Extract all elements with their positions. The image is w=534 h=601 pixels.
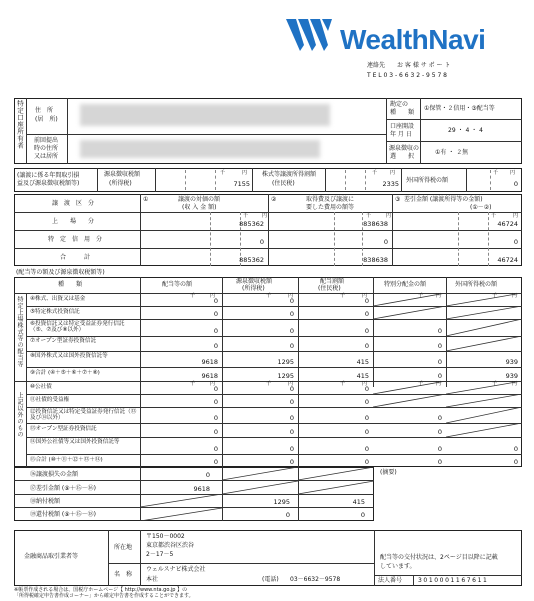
row-divider xyxy=(26,454,522,455)
unit-sen: 千 xyxy=(366,213,372,219)
transfer-margin-proceeds: 0 xyxy=(259,238,264,246)
unit-en: 円 xyxy=(288,381,294,387)
dividend-value-v4: 0 xyxy=(437,414,442,422)
unit-sen: 千 xyxy=(220,170,226,176)
dividend-row-label: ⑥投資信託又は特定受益証券発行信託（⑤、⑦及び⑧以外） xyxy=(30,321,125,333)
unit-sen: 千 xyxy=(340,381,346,387)
transfer-col-proceeds: 譲渡の対価の額 xyxy=(178,196,221,203)
withholding-choice-label: 源泉徴収の xyxy=(389,145,420,152)
unit-en: 円 xyxy=(362,381,368,387)
col-marker-2: ② xyxy=(271,196,277,203)
dividend-col-special: 特別分配金の額 xyxy=(384,281,427,288)
transfer-total-net: 46724 xyxy=(497,256,518,264)
withholding-choice-value: ①有 ・ ２無 xyxy=(435,149,469,156)
dividend-value-v1: 0 xyxy=(213,310,218,318)
prev-address-label: 前回提出 xyxy=(34,137,59,144)
transfer-margin-cost: 0 xyxy=(383,238,388,246)
bottom-hatch-upper xyxy=(222,467,374,494)
dividend-value-v4: 0 xyxy=(437,327,442,335)
loss-amount-label: ⑯譲渡損失の金額 xyxy=(30,471,79,478)
broker-company-name: ウェルスナビ株式会社 xyxy=(146,566,206,573)
transfer-col-cost: 取得費及び譲渡に xyxy=(306,196,355,203)
transfer-col-net: 差引金額 (譲渡所得等の金額) xyxy=(404,196,483,203)
unit-sen: 千 xyxy=(492,293,498,299)
dividend-value-v3: 0 xyxy=(364,327,369,335)
unit-en: 円 xyxy=(242,170,248,176)
broker-label: 金融商品取引業者等 xyxy=(24,553,79,560)
footnote-2: 「所得税確定申告書作成コーナー」から確定申告書を作成することができます。 xyxy=(14,593,194,599)
dividend-value-v2: 0 xyxy=(289,342,294,350)
transfer-listed-proceeds: 885362 xyxy=(239,220,264,228)
footnote-1: ※帳票作成される場合は、国税庁ホームページ【 http://www.nta.go.jp 】の xyxy=(14,587,188,593)
row-divider xyxy=(26,367,522,368)
unit-sen: 千 xyxy=(266,293,272,299)
not-applicable-hatch xyxy=(446,306,522,319)
dividend-value-v1: 0 xyxy=(213,398,218,406)
loss-amount-value: 0 xyxy=(205,471,210,479)
dividend-col-local: 配当割額 xyxy=(320,278,345,285)
prev-address-label-2: 時の住所 xyxy=(34,145,59,152)
dividend-value-v1: 0 xyxy=(213,414,218,422)
dividend-group-listed: 特定上場株式等の配当等 xyxy=(16,296,23,368)
transfer-row-total: 合 計 xyxy=(60,254,91,261)
unit-sen: 千 xyxy=(491,213,497,219)
paid-local-value: 415 xyxy=(352,498,365,506)
dividend-caption: (配当等の額及び源泉徴収税額等) xyxy=(16,269,105,276)
dividend-value-v5: 939 xyxy=(505,372,518,380)
dividend-value-v3: 0 xyxy=(364,297,369,305)
wealthnavi-logo-icon xyxy=(284,15,340,55)
dividend-value-v1: 0 xyxy=(213,458,218,466)
dividend-group-other: 上記以外のもの xyxy=(16,392,23,438)
broker-address-1: 東京都渋谷区渋谷 xyxy=(146,542,195,549)
unit-en: 円 xyxy=(436,293,442,299)
unit-sen: 千 xyxy=(266,381,272,387)
dividend-row-label: ④株式、出資又は基金 xyxy=(30,296,86,302)
transfer-total-proceeds: 885362 xyxy=(239,256,264,264)
dividend-value-v2: 0 xyxy=(289,414,294,422)
unit-sen: 千 xyxy=(190,381,196,387)
not-applicable-hatch xyxy=(446,336,522,351)
dividend-value-v1: 0 xyxy=(213,327,218,335)
paid-tax-label: ⑱納付税額 xyxy=(30,498,61,505)
bottom-hatch-lower xyxy=(140,494,222,521)
unit-en: 円 xyxy=(510,170,516,176)
not-applicable-hatch xyxy=(373,381,446,394)
transfer-row-margin: 特 定 信 用 分 xyxy=(48,236,103,243)
dividend-value-v2: 0 xyxy=(289,458,294,466)
dividend-value-v3: 0 xyxy=(364,445,369,453)
dividend-col-kind: 種 類 xyxy=(58,281,83,288)
open-date-value: 29 ・ 4 ・ 4 xyxy=(448,127,483,134)
dividend-row-label: ⑤特定株式投資信託 xyxy=(30,309,80,315)
not-applicable-hatch xyxy=(446,293,522,306)
contact-name: お 客 様 サ ポ ー ト xyxy=(397,62,451,69)
dividend-value-v2: 1295 xyxy=(277,358,294,366)
transfer-summary-label-2: 益及び源泉徴収税額等) xyxy=(17,180,80,187)
not-applicable-hatch xyxy=(446,423,522,437)
dividend-value-v3: 0 xyxy=(364,398,369,406)
unit-sen: 千 xyxy=(372,170,378,176)
unit-sen: 千 xyxy=(418,293,424,299)
transfer-col-proceeds-sub: (収 入 金 額) xyxy=(182,204,217,211)
not-applicable-hatch xyxy=(373,306,446,319)
unit-en: 円 xyxy=(512,381,518,387)
not-applicable-hatch xyxy=(446,381,522,394)
refund-tax-label: ⑲還付税額 (⑨＋⑮－⑱) xyxy=(30,511,96,518)
prev-address-label-3: 又は居所 xyxy=(34,153,59,160)
dividend-value-v2: 0 xyxy=(289,327,294,335)
dividend-value-v4: 0 xyxy=(437,342,442,350)
transfer-col-cost-2: 要した費用の額等 xyxy=(306,204,355,211)
dividend-value-v1: 0 xyxy=(213,428,218,436)
account-type-label: 勘定の xyxy=(390,101,409,108)
dividend-value-v3: 0 xyxy=(364,385,369,393)
dividend-col-local-sub: (住民税) xyxy=(318,285,341,292)
dividend-value-v3: 415 xyxy=(356,372,369,380)
contact-label: 連絡先 xyxy=(367,62,386,69)
account-type-label-2: 種 類 xyxy=(390,109,415,116)
dividend-value-v5: 0 xyxy=(513,445,518,453)
redacted-address xyxy=(80,104,330,126)
open-date-label-2: 年 月 日 xyxy=(390,131,412,138)
local-tax-value: 2335 xyxy=(382,180,399,188)
col-marker-1: ① xyxy=(143,196,149,203)
remarks-label: (摘要) xyxy=(380,469,397,476)
unit-sen: 千 xyxy=(243,213,249,219)
foreign-tax-label: 外国所得税の額 xyxy=(406,177,449,184)
not-applicable-hatch xyxy=(373,394,446,407)
dividend-value-v3: 415 xyxy=(356,358,369,366)
broker-branch: 本社 xyxy=(146,576,159,583)
owner-section-label: 特定口座所有者 xyxy=(16,100,24,149)
dividend-value-v2: 0 xyxy=(289,428,294,436)
dividend-col-amount: 配当等の額 xyxy=(162,281,193,288)
not-applicable-hatch xyxy=(446,319,522,336)
broker-name-label: 名 称 xyxy=(114,571,133,578)
dividend-row-label: ⑨合計 (④＋⑤＋⑥＋⑦＋⑧) xyxy=(30,370,100,376)
broker-postal-code: 〒150－0002 xyxy=(146,533,185,540)
dividend-value-v3: 0 xyxy=(364,428,369,436)
unit-en: 円 xyxy=(390,170,396,176)
withholding-tax-value: 7155 xyxy=(233,180,250,188)
dividend-value-v2: 0 xyxy=(289,398,294,406)
corporate-number-label: 法人番号 xyxy=(378,577,403,584)
net-amount-label: ⑰差引金額 (⑨＋⑮－⑯) xyxy=(30,485,96,492)
corporate-number: 3010001167611 xyxy=(418,577,489,584)
unit-en: 円 xyxy=(262,213,268,219)
withholding-tax-sub: (所得税) xyxy=(109,180,132,187)
transfer-summary-label: (譲渡に係る年間取引損 xyxy=(17,172,80,179)
local-tax-label: 株式等譲渡所得割額 xyxy=(262,171,317,178)
delivery-note: 配当等の交付状況は、2ページ目以降に記載 xyxy=(380,554,498,561)
unit-en: 円 xyxy=(386,213,392,219)
unit-sen: 千 xyxy=(493,170,499,176)
unit-en: 円 xyxy=(288,293,294,299)
broker-address-label: 所在地 xyxy=(114,544,133,551)
unit-sen: 千 xyxy=(190,293,196,299)
redacted-prev-address xyxy=(80,140,320,158)
broker-tel-label: (電話) xyxy=(262,576,279,583)
dividend-value-v4: 0 xyxy=(437,358,442,366)
paid-withholding-value: 1295 xyxy=(273,498,290,506)
dividend-value-v3: 0 xyxy=(364,310,369,318)
foreign-tax-value: 0 xyxy=(513,180,518,188)
dividend-row-label: ⑬オープン型証券投資信託 xyxy=(30,426,97,432)
not-applicable-hatch xyxy=(446,407,522,423)
refund-withholding-value: 0 xyxy=(285,511,290,519)
dividend-value-v1: 0 xyxy=(213,342,218,350)
open-date-label: 口座開設 xyxy=(390,123,415,130)
not-applicable-hatch xyxy=(373,293,446,306)
dividend-value-v4: 0 xyxy=(437,458,442,466)
row-divider xyxy=(26,351,522,352)
row-divider xyxy=(26,437,522,438)
unit-en: 円 xyxy=(210,381,216,387)
dividend-row-label: ⑭国外公社債等又は国外投資信託等 xyxy=(30,439,120,445)
dividend-value-v3: 0 xyxy=(364,414,369,422)
dividend-value-v1: 0 xyxy=(213,297,218,305)
unit-en: 円 xyxy=(436,381,442,387)
dividend-value-v1: 0 xyxy=(213,385,218,393)
dividend-value-v5: 0 xyxy=(513,458,518,466)
dividend-value-v1: 9618 xyxy=(201,358,218,366)
dividend-row-label: ⑫投資信託又は特定受益証券発行信託（⑬及び⑭以外） xyxy=(30,409,137,421)
dividend-value-v1: 0 xyxy=(213,445,218,453)
unit-sen: 千 xyxy=(492,381,498,387)
dividend-value-v1: 9618 xyxy=(201,372,218,380)
dividend-value-v4: 0 xyxy=(437,445,442,453)
col-marker-3: ③ xyxy=(395,196,401,203)
transfer-margin-net: 0 xyxy=(513,238,518,246)
dividend-row-label: ⑦オープン型証券投資信託 xyxy=(30,338,97,344)
transfer-listed-cost: 838638 xyxy=(363,220,388,228)
unit-en: 円 xyxy=(512,293,518,299)
withholding-choice-label-2: 選 択 xyxy=(390,153,415,160)
net-amount-value: 9618 xyxy=(193,485,210,493)
dividend-value-v4: 0 xyxy=(437,428,442,436)
dividend-row-label: ⑪社債的受益権 xyxy=(30,397,70,403)
dividend-value-v2: 0 xyxy=(289,385,294,393)
broker-tel: 03－6632－9578 xyxy=(290,576,341,583)
refund-local-value: 0 xyxy=(360,511,365,519)
dividend-value-v2: 0 xyxy=(289,445,294,453)
unit-sen: 千 xyxy=(418,381,424,387)
unit-en: 円 xyxy=(513,213,519,219)
dividend-row-label: ⑧国外株式又は国外投資信託等 xyxy=(30,353,108,359)
dividend-row-label: ⑮合計 (⑩＋⑪＋⑫＋⑬＋⑭) xyxy=(30,457,103,463)
dividend-value-v5: 939 xyxy=(505,358,518,366)
transfer-listed-net: 46724 xyxy=(497,220,518,228)
dividend-row-label: ⑩公社債 xyxy=(30,384,52,390)
brand-name: WealthNavi xyxy=(340,24,486,55)
transfer-col-net-sub: (①－②) xyxy=(470,204,492,211)
dividend-col-foreign: 外国所得税の額 xyxy=(455,281,498,288)
withholding-tax-label: 源泉徴収税額 xyxy=(104,171,141,178)
transfer-total-cost: 838638 xyxy=(363,256,388,264)
dividend-value-v4: 0 xyxy=(437,372,442,380)
local-tax-sub: (住民税) xyxy=(272,180,295,187)
address-sub-label: (居 所) xyxy=(35,116,58,123)
dividend-value-v2: 0 xyxy=(289,310,294,318)
dividend-value-v3: 0 xyxy=(364,342,369,350)
dividend-value-v2: 0 xyxy=(289,297,294,305)
dividend-col-withholding-sub: (所得税) xyxy=(242,285,265,292)
unit-en: 円 xyxy=(362,293,368,299)
unit-en: 円 xyxy=(210,293,216,299)
account-type-value: ①保管・２信用・③配当等 xyxy=(424,105,495,112)
address-label: 住 所 xyxy=(35,107,54,114)
contact-tel: T E L 0 3 - 6 6 3 2 - 9 5 7 8 xyxy=(367,72,448,79)
not-applicable-hatch xyxy=(446,394,522,407)
dividend-col-withholding: 源泉徴収税額 xyxy=(236,278,273,285)
broker-address-2: 2－17－5 xyxy=(146,551,174,558)
dividend-value-v2: 1295 xyxy=(277,372,294,380)
transfer-col-category: 譲 渡 区 分 xyxy=(52,200,95,207)
dividend-value-v3: 0 xyxy=(364,458,369,466)
delivery-note-2: しています。 xyxy=(380,563,416,570)
unit-sen: 千 xyxy=(340,293,346,299)
transfer-row-listed: 上 場 分 xyxy=(52,218,95,225)
